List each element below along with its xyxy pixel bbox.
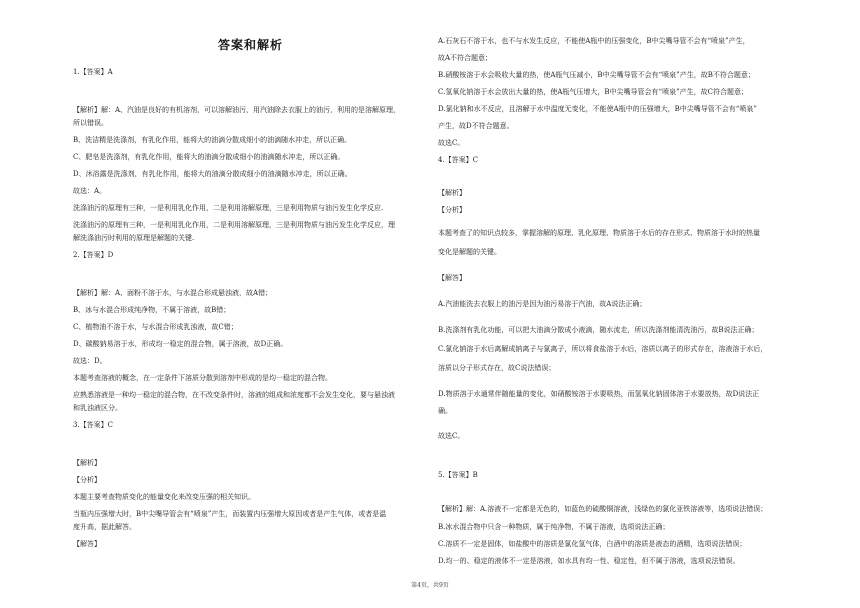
text-line: 度升高，据此解答。 <box>73 523 136 531</box>
text-line: D、沐浴露是洗涤剂，有乳化作用，能将大的油滴分散成细小的油滴随水冲走，所以正确。 <box>73 170 352 178</box>
text-line: 4.【答案】C <box>438 156 479 164</box>
text-line: 3.【答案】C <box>73 421 114 429</box>
text-line: A.石灰石不溶于水，也不与水发生反应，不能使A瓶中的压强变化，B中尖嘴导管不会有“喷泉”产生， <box>438 37 750 45</box>
text-line: 溶质以分子形式存在，故C说法错误； <box>438 364 556 372</box>
text-line: D.氯化钠和水不反应，且溶解于水中温度无变化，不能使A瓶中的压强增大，B中尖嘴导管不会有“喷泉” <box>438 105 757 113</box>
text-line: 产生，故D不符合题意。 <box>438 122 514 130</box>
text-line: C、植物油不溶于水，与水混合形成乳浊液，故C错； <box>73 323 238 331</box>
text-line: B.冰水混合物中只含一种物质，属于纯净物，不属于溶液，选项说法正确； <box>438 523 670 531</box>
text-line: 故A不符合题意； <box>438 54 493 62</box>
text-line: 所以错误。 <box>73 119 108 127</box>
text-line: B.洗涤剂有乳化功能，可以把大油滴分散成小液滴，随水流走，所以洗涤剂能清洗油污，故B说法正确； <box>438 326 759 334</box>
text-line: C.溶质不一定是固体，如盐酸中的溶质是氯化氢气体，白酒中的溶质是液态的酒精，选项说法错误； <box>438 540 747 548</box>
text-line: 【分析】 <box>73 476 101 484</box>
text-line: 故选C。 <box>438 432 465 440</box>
text-line: 故选：D。 <box>73 357 107 365</box>
text-line: 故选C。 <box>438 139 465 147</box>
text-line: B.硝酸铵溶于水会吸收大量的热，使A瓶气压减小，B中尖嘴导管不会有“喷泉”产生，故B不符合题意； <box>438 71 755 79</box>
text-line: 解洗涤油污时利用的原理是解题的关键. <box>73 234 195 242</box>
text-line: A.汽油能洗去衣服上的油污是因为油污易溶于汽油，故A说法正确； <box>438 300 647 308</box>
text-line: C.氢氧化钠溶于水会放出大量的热，使A瓶气压增大，B中尖嘴导管会有“喷泉”产生，故C符合题意； <box>438 88 749 96</box>
text-line: B、冰与水混合形成纯净物，不属于溶液，故B错； <box>73 306 231 314</box>
text-line: 【分析】 <box>438 206 466 214</box>
text-line: D.物质溶于水通常伴随能量的变化，如硝酸铵溶于水要吸热，而氢氧化钠固体溶于水要放热，故D说法正 <box>438 390 760 398</box>
text-line: 应熟悉溶液是一种均一稳定的混合物，在不改变条件时，溶液的组成和浓度都不会发生变化，要与悬浊液 <box>73 391 395 399</box>
text-line: 5.【答案】B <box>438 471 478 479</box>
text-line: 【解析】 <box>73 459 101 467</box>
text-line: 本题考查了的知识点较多，掌握溶解的原理、乳化原理、物质溶于水后的存在形式、物质溶于水时的热量 <box>438 229 760 237</box>
text-line: C、肥皂是洗涤剂，有乳化作用，能将大的油滴分散成细小的油滴随水冲走，所以正确。 <box>73 153 345 161</box>
text-line: 本题考查溶液的概念，在一定条件下溶质分散到溶剂中形成的是均一稳定的混合物。 <box>73 374 332 382</box>
text-line: 【解答】 <box>73 540 101 548</box>
text-line: 故选：A。 <box>73 187 107 195</box>
page-footer: 第4页，共9页 <box>411 582 449 589</box>
text-line: 当瓶内压强增大时，B中尖嘴导管会有“喷泉”产生，而装置内压强增大原因或者是产生气体，或者是温 <box>73 510 387 518</box>
text-line: 【解析】 <box>438 189 466 197</box>
text-line: 变化是解题的关键。 <box>438 248 501 256</box>
text-line: 【解答】 <box>438 274 466 282</box>
page-title: 答案和解析 <box>218 38 284 52</box>
text-line: 【解析】解：A.溶液不一定都是无色的，如蓝色的硫酸铜溶液，浅绿色的氯化亚铁溶液等，选项说法错误； <box>438 505 768 513</box>
text-line: 【解析】解：A、汽油是良好的有机溶剂，可以溶解油污，用汽油除去衣服上的油污，利用的是溶解原理， <box>73 106 401 114</box>
text-line: 确。 <box>438 407 452 415</box>
text-line: D.均一的、稳定的液体不一定是溶液，如水具有均一性、稳定性，但不属于溶液，选项说法错误。 <box>438 557 740 565</box>
text-line: 【解析】解：A、面粉不溶于水，与水混合形成悬浊液，故A错； <box>73 289 273 297</box>
text-line: 洗涤油污的原理有三种，一是利用乳化作用，二是利用溶解原理，三是利用物质与油污发生化学反应，理 <box>73 221 395 229</box>
text-line: 和乳浊液区分。 <box>73 404 122 412</box>
text-line: 本题主要考查物质变化的能量变化来改变压强的相关知识。 <box>73 493 255 501</box>
text-line: C.氯化钠溶于水后离解成钠离子与氯离子，所以将食盐溶于水后，溶质以离子的形式存在，溶液溶于水后， <box>438 345 768 353</box>
text-line: 2.【答案】D <box>73 251 114 259</box>
text-line: 1.【答案】A <box>73 68 113 76</box>
text-line: 洗涤油污的原理有三种，一是利用乳化作用，二是利用溶解原理，三是利用物质与油污发生化学反应. <box>73 204 384 212</box>
text-line: B、洗洁精是洗涤剂，有乳化作用，能将大的油滴分散成细小的油滴随水冲走，所以正确。 <box>73 136 352 144</box>
text-line: D、碳酸钠易溶于水，形成均一稳定的混合物，属于溶液，故D正确。 <box>73 340 288 348</box>
